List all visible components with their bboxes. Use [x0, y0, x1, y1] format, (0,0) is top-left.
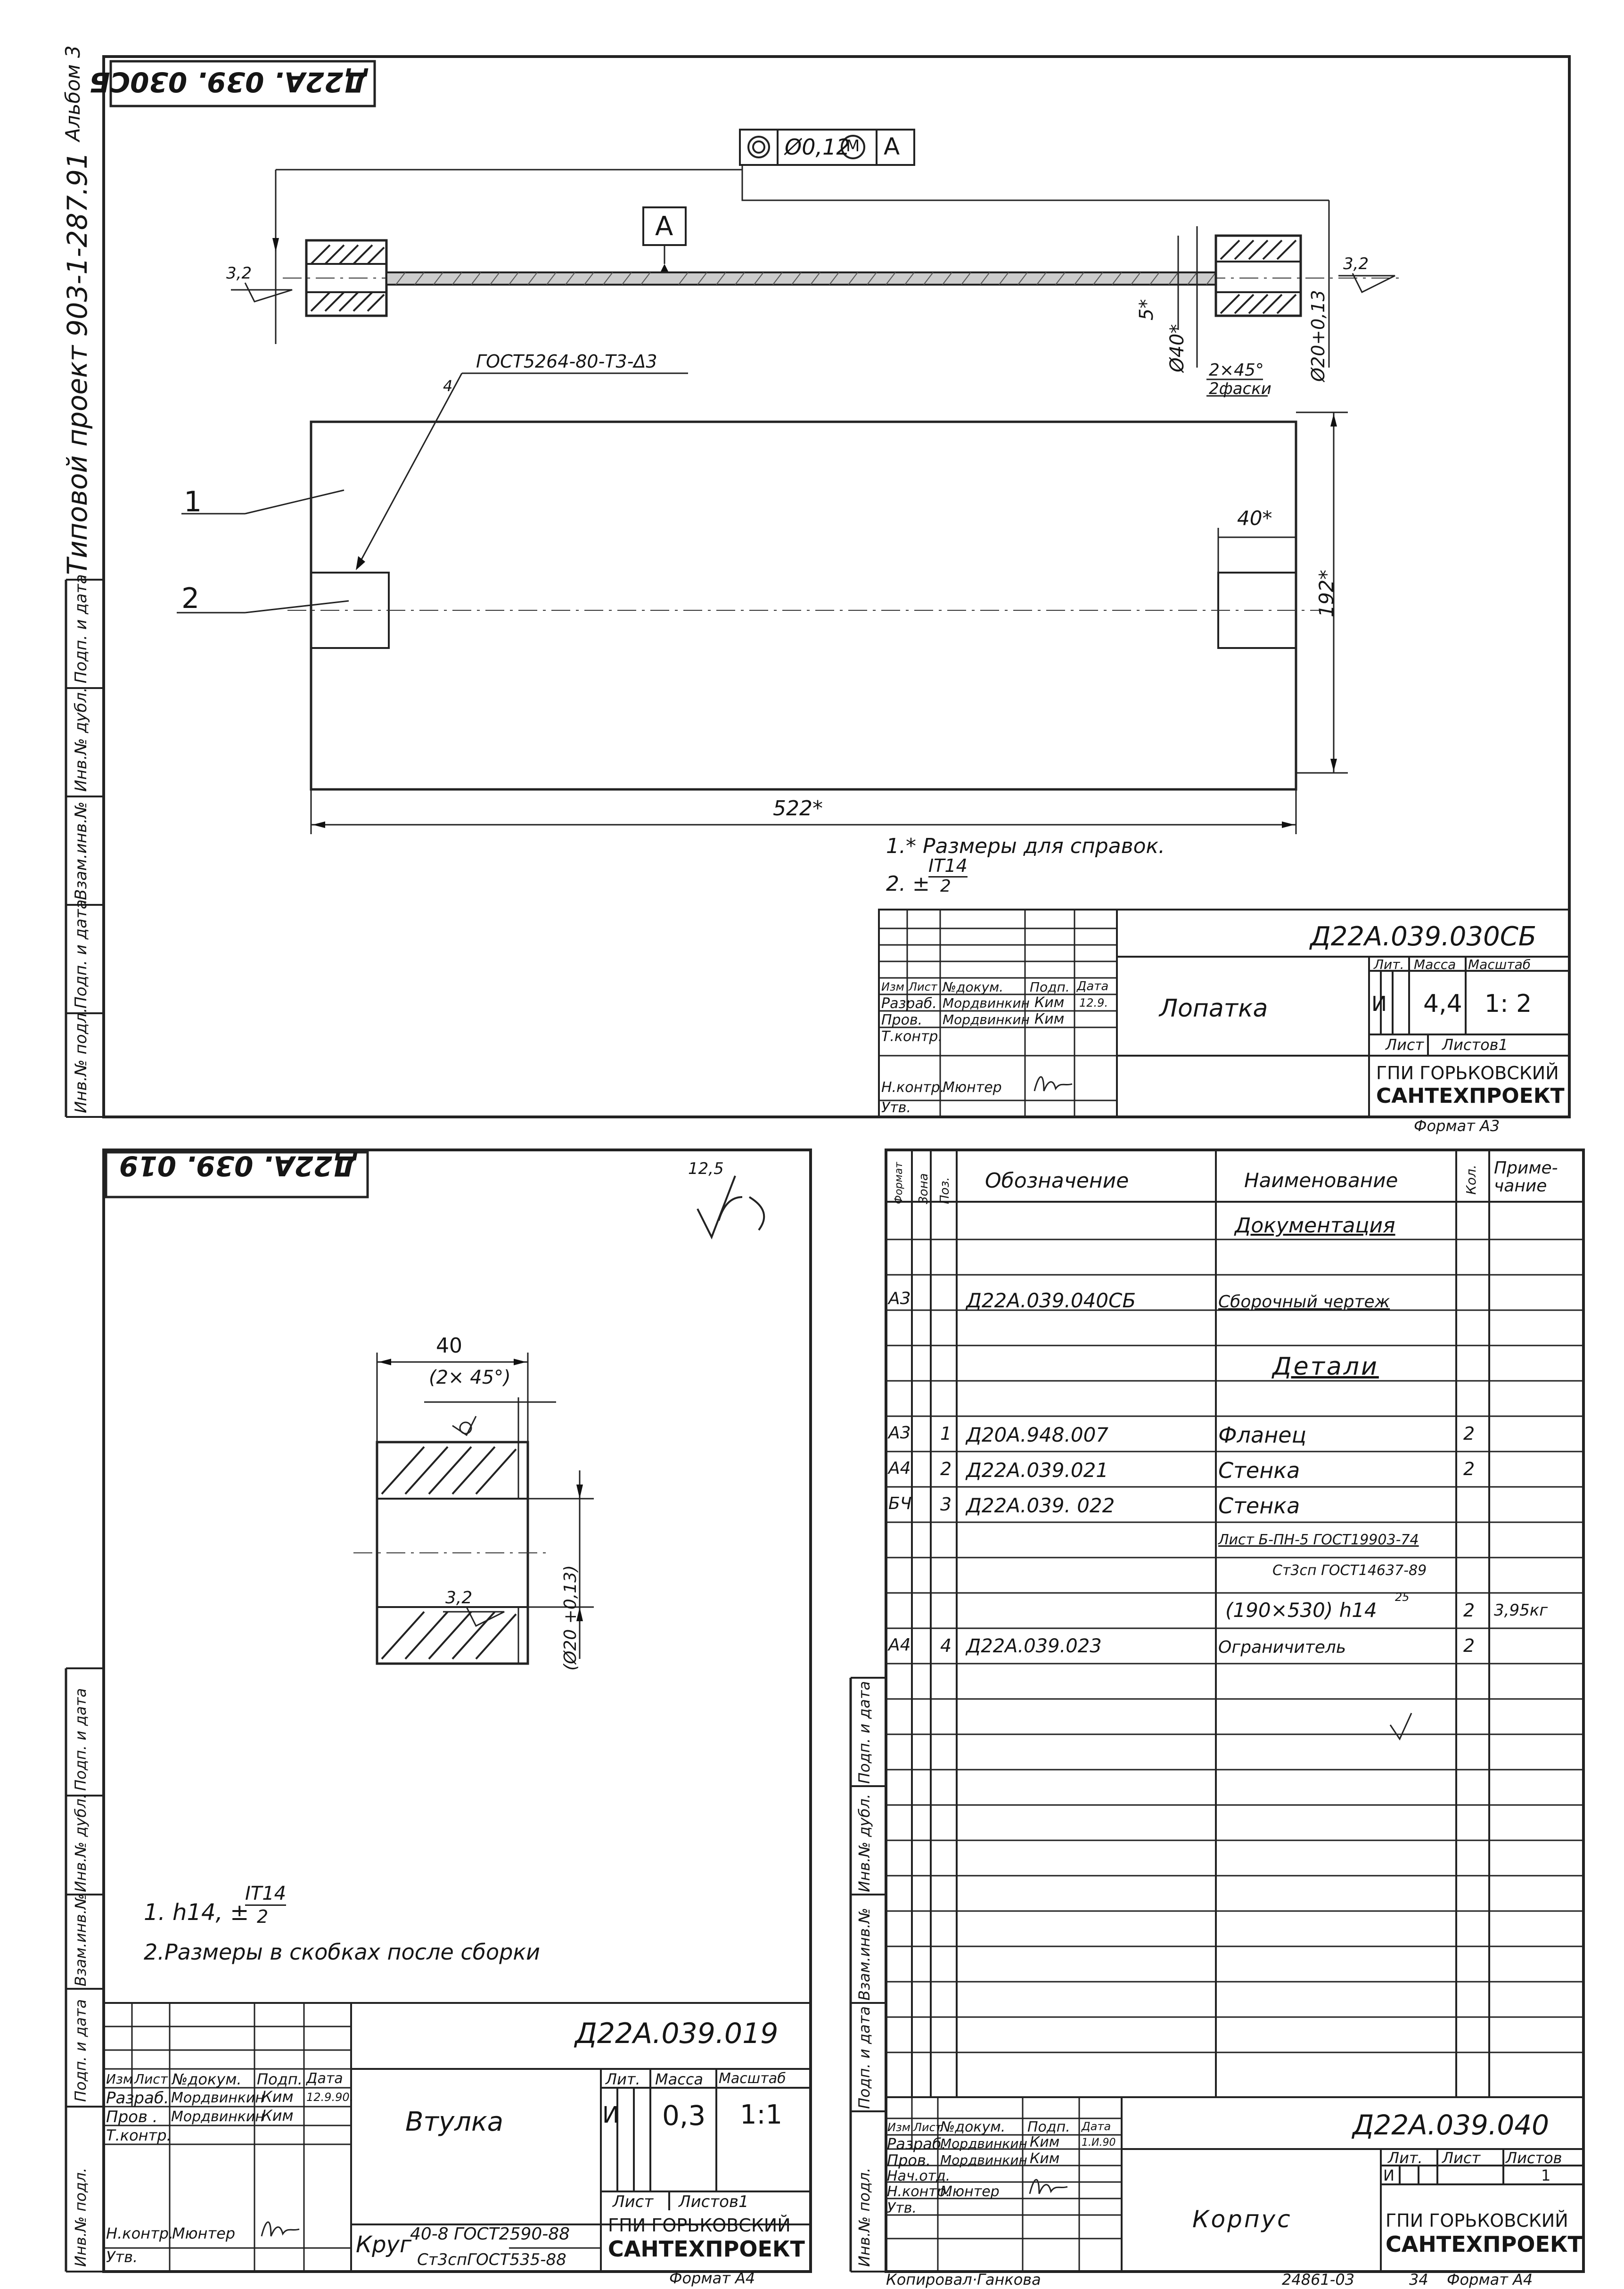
tb-a3-scale-label: Масштаб — [1468, 957, 1531, 972]
tb-a3-h2: Лист — [909, 980, 937, 993]
spec-row-7-name: Ст3сп ГОСТ14637-89 — [1272, 1562, 1427, 1579]
tb-a3-r4-role: Н.контр. — [881, 1079, 945, 1096]
tb-a3-mass-label: Масса — [1414, 957, 1456, 972]
bushing-dim-d20: (Ø20 +0,13) — [561, 1565, 580, 1671]
tb-bush-r1-name: Мордвинкин — [171, 2090, 265, 2106]
tb-a3-mass: 4,4 — [1423, 990, 1462, 1018]
tb-spec-h3: №докум. — [940, 2119, 1006, 2135]
tolerance-modifier: M — [846, 137, 860, 156]
spec-row-3-pos: 1 — [940, 1423, 952, 1444]
tb-spec-signature — [1027, 2173, 1070, 2201]
tb-bush-scale: 1:1 — [740, 2100, 783, 2130]
tb-spec-h2: Лист — [913, 2121, 942, 2134]
chamfer-dim: 2×45° — [1209, 361, 1264, 380]
spec-col-note: Приме- чание — [1494, 1158, 1558, 1196]
footer-format: Формат А4 — [1447, 2271, 1533, 2289]
tb-a3-r1-sign: Ким — [1034, 994, 1065, 1011]
note-2-den: 2 — [940, 877, 951, 896]
tolerance-value: Ø0,12 — [785, 134, 850, 160]
tb-a3-org2: САНТЕХПРОЕКТ — [1376, 1084, 1565, 1108]
tb-bush-material-top: 40-8 ГОСТ2590-88 — [410, 2224, 570, 2244]
tb-spec-org1: ГПИ ГОРЬКОВСКИЙ — [1386, 2210, 1568, 2231]
tb-spec-r1-role: Разраб. — [887, 2135, 946, 2153]
spec-row-4-code: Д22А.039.021 — [966, 1459, 1109, 1482]
tb-bush-format: Формат А4 — [669, 2269, 755, 2287]
spec-row-9-qty: 2 — [1463, 1635, 1475, 1656]
bushing-roughness-bore: 3,2 — [445, 1588, 473, 1608]
tb-a3-h5: Дата — [1077, 979, 1109, 993]
spec-row-8-roughness: 25 — [1395, 1591, 1410, 1604]
spec-row-details-section: Детали — [1272, 1353, 1379, 1381]
tb-bush-h2: Лист — [134, 2071, 168, 2087]
bl-strip-cell-3: Взам.инв.№ — [72, 1894, 90, 1986]
spec-row-4-qty: 2 — [1463, 1459, 1475, 1479]
tb-bush-r1-sign: Ким — [262, 2088, 294, 2106]
spec-row-doc-section: Документация — [1235, 1214, 1395, 1238]
tb-bush-r4-name: Мюнтер — [172, 2224, 236, 2242]
corner-code: Д22А. 039. 030СБ — [89, 66, 368, 98]
tb-a3-sheet-label: Лист — [1386, 1036, 1424, 1054]
tb-bush-r1-role: Разраб. — [106, 2089, 169, 2108]
tb-a3-r2-sign: Ким — [1034, 1011, 1065, 1027]
br-strip-cell-2: Инв.№ дубл. — [855, 1794, 873, 1892]
spec-col-code: Обозначение — [985, 1169, 1129, 1193]
br-strip-cell-5: Инв.№ подл. — [855, 2167, 873, 2267]
tb-spec-h1: Изм — [887, 2121, 910, 2134]
tb-spec-r2-role: Пров. — [887, 2151, 931, 2169]
tb-a3-r4-name: Мюнтер — [943, 1079, 1002, 1096]
bushing-note-1: 1. h14, ± — [144, 1899, 249, 1926]
tb-a3-r1-role: Разраб. — [881, 995, 937, 1012]
note-2: 2. ± — [886, 872, 930, 896]
tb-spec-r1-sign: Ким — [1030, 2134, 1060, 2150]
spec-row-4-pos: 2 — [940, 1459, 952, 1479]
footer-copied-by: Копировал·Ганкова — [886, 2271, 1041, 2289]
tb-a3-name: Лопатка — [1159, 994, 1268, 1023]
spec-col-name: Наименование — [1244, 1169, 1398, 1192]
tb-spec-lit-label: Лит. — [1388, 2149, 1423, 2167]
chamfer-note: 2фаски — [1209, 379, 1271, 398]
spec-row-3-fmt: А3 — [888, 1423, 911, 1443]
album-label: Альбом 3 — [61, 45, 84, 141]
tb-a3-scale: 1: 2 — [1485, 990, 1532, 1018]
bushing-corner-code: Д22А. 039. 019 — [119, 1150, 357, 1182]
weld-note: ГОСТ5264-80-Т3-Δ3 — [476, 351, 657, 372]
tb-spec-r3-role: Нач.отд. — [887, 2168, 951, 2184]
tb-bush-r2-name: Мордвинкин — [171, 2109, 265, 2125]
spec-row-4-name: Стенка — [1218, 1458, 1300, 1483]
strip-cell-3: Взам.инв.№ — [72, 801, 90, 900]
dim-40-star: 40* — [1237, 507, 1272, 530]
tb-bush-r4-role: Н.контр. — [106, 2224, 174, 2242]
spec-row-5-code: Д22А.039. 022 — [966, 1494, 1115, 1517]
spec-row-5-fmt: БЧ — [888, 1494, 912, 1513]
spec-row-3-name: Фланец — [1218, 1422, 1306, 1448]
tb-bush-org2: САНТЕХПРОЕКТ — [608, 2236, 805, 2262]
spec-row-1-code: Д22А.039.040СБ — [966, 1289, 1136, 1312]
strip-cell-5: Инв.№ подл. — [72, 1008, 90, 1113]
tb-a3-r5-role: Утв. — [881, 1099, 911, 1116]
dim-5: 5* — [1136, 299, 1157, 320]
tb-spec-h5: Дата — [1082, 2120, 1111, 2133]
leader-4: 4 — [443, 377, 453, 395]
footer-page: 34 — [1409, 2271, 1428, 2289]
tb-a3-h1: Изм — [881, 980, 904, 993]
spec-row-9-pos: 4 — [940, 1635, 952, 1656]
bushing-dim-chamfer: (2× 45°) — [429, 1367, 511, 1388]
tb-bush-material-bottom: Ст3спГОСТ535-88 — [417, 2250, 566, 2269]
roughness-left: 3,2 — [226, 264, 252, 283]
tb-bush-r2-role: Пров . — [106, 2108, 158, 2126]
br-strip-cell-4: Подп. и дата — [855, 2006, 873, 2109]
tb-bush-sheet-label: Лист — [613, 2192, 654, 2211]
tb-a3-r2-role: Пров. — [881, 1012, 923, 1028]
tb-spec-name: Корпус — [1192, 2206, 1292, 2233]
tb-bush-org1: ГПИ ГОРЬКОВСКИЙ — [608, 2215, 791, 2236]
spec-row-6-name: Лист Б-ПН-5 ГОСТ19903-74 — [1218, 1532, 1419, 1548]
spec-row-8-note: 3,95кг — [1494, 1601, 1548, 1620]
spec-row-9-code: Д22А.039.023 — [966, 1635, 1102, 1657]
tb-bush-r1-date: 12.9.90. — [306, 2091, 353, 2104]
tb-bush-h3: №докум. — [172, 2070, 242, 2088]
tb-spec-r1-name: Мордвинкин — [940, 2136, 1027, 2151]
tb-spec-sheets: 1 — [1541, 2166, 1551, 2184]
tb-bush-signature — [259, 2215, 302, 2243]
spec-row-4-fmt: А4 — [888, 1459, 911, 1478]
roughness-right: 3,2 — [1343, 254, 1369, 273]
tb-spec-sheet-label: Лист — [1442, 2149, 1481, 2167]
tb-spec-h4: Подп. — [1027, 2119, 1070, 2135]
bl-strip-cell-4: Подп. и дата — [72, 1999, 90, 2102]
spec-row-1-fmt: А3 — [888, 1289, 911, 1308]
tb-a3-format: Формат А3 — [1414, 1117, 1500, 1135]
dim-d40: Ø40* — [1166, 324, 1188, 372]
spec-col-zone: Зона — [917, 1173, 931, 1204]
tb-bush-material-prefix: Круг — [356, 2232, 412, 2258]
tb-a3-lit: И — [1371, 992, 1387, 1016]
tb-bush-sheets-label: Листов1 — [679, 2192, 749, 2211]
bl-strip-cell-2: Инв.№ дубл. — [72, 1794, 90, 1892]
spec-row-5-pos: 3 — [940, 1494, 952, 1515]
tb-spec-r4-role: Н.контр. — [887, 2183, 951, 2200]
strip-cell-2: Инв.№ дубл. — [72, 687, 90, 792]
bushing-note-2: 2.Размеры в скобках после сборки — [144, 1939, 541, 1965]
tb-a3-sheets-label: Листов1 — [1442, 1036, 1508, 1054]
spec-row-3-code: Д20А.948.007 — [966, 1423, 1109, 1446]
tb-spec-r4-name: Мюнтер — [940, 2183, 1000, 2200]
tb-bush-name: Втулка — [405, 2107, 504, 2137]
spec-row-5-name: Стенка — [1218, 1493, 1300, 1518]
tb-a3-r3-role: Т.контр. — [881, 1028, 943, 1045]
spec-col-format: Формат — [893, 1162, 905, 1204]
tb-a3-r1-date: 12.9. — [1079, 996, 1108, 1009]
spec-row-8-qty: 2 — [1463, 1600, 1475, 1621]
tb-bush-lit: И — [602, 2102, 619, 2128]
tb-a3-signature — [1032, 1070, 1074, 1098]
tb-bush-mass: 0,3 — [662, 2100, 706, 2132]
strip-cell-4: Подп. и дата — [72, 899, 90, 1009]
tb-a3-r1-name: Мордвинкин — [943, 995, 1030, 1011]
bushing-note-1-num: IT14 — [245, 1883, 286, 1906]
position-1: 1 — [184, 485, 202, 518]
spec-col-pos: Поз. — [938, 1177, 952, 1204]
tb-spec-code: Д22А.039.040 — [1353, 2109, 1550, 2141]
spec-col-qty: Кол. — [1463, 1165, 1479, 1195]
tb-spec-lit: И — [1383, 2166, 1394, 2184]
dim-522-star: 522* — [773, 796, 823, 820]
tb-a3-lit-label: Лит. — [1374, 957, 1404, 972]
tb-bush-lit-label: Лит. — [606, 2070, 640, 2088]
tb-spec-sheets-label: Листов — [1506, 2149, 1562, 2167]
bl-strip-cell-1: Подп. и дата — [72, 1688, 90, 1791]
bushing-dim-40: 40 — [436, 1334, 462, 1358]
tb-spec-r1-date: 1.И.90 — [1082, 2137, 1116, 2149]
bushing-note-1-den: 2 — [257, 1906, 269, 1927]
dim-192-star: 192* — [1315, 569, 1338, 617]
tb-bush-r2-sign: Ким — [262, 2107, 294, 2125]
tb-a3-org1: ГПИ ГОРЬКОВСКИЙ — [1376, 1063, 1559, 1083]
tb-bush-h4: Подп. — [257, 2070, 303, 2088]
tb-a3-code: Д22А.039.030СБ — [1310, 921, 1537, 952]
tolerance-datum: A — [884, 133, 900, 160]
footer-number: 24861-03 — [1282, 2271, 1355, 2289]
tb-bush-h5: Дата — [306, 2070, 343, 2087]
tb-bush-code: Д22А.039.019 — [575, 2017, 779, 2050]
br-strip-cell-1: Подп. и дата — [855, 1681, 873, 1784]
spec-row-3-qty: 2 — [1463, 1423, 1475, 1444]
tb-a3-r2-name: Мордвинкин — [943, 1012, 1030, 1027]
bl-strip-cell-5: Инв.№ подл. — [72, 2167, 90, 2267]
spec-row-8-name: (190×530) h14 — [1225, 1599, 1377, 1622]
spec-row-9-name: Ограничитель — [1218, 1638, 1346, 1657]
strip-cell-1: Подп. и дата — [72, 574, 90, 683]
tb-bush-h1: Изм — [106, 2071, 133, 2087]
spec-row-9-fmt: А4 — [888, 1635, 911, 1655]
br-strip-cell-3: Взам.инв.№ — [855, 1908, 873, 2001]
spec-row-1-name: Сборочный чертеж — [1218, 1292, 1390, 1312]
tb-spec-r2-sign: Ким — [1030, 2150, 1060, 2167]
note-2-num: IT14 — [928, 855, 968, 878]
tb-spec-r2-name: Мордвинкин — [940, 2152, 1027, 2168]
tb-bush-r3-role: Т.контр. — [106, 2126, 172, 2144]
tb-a3-h4: Подп. — [1030, 979, 1070, 995]
bushing-roughness-general: 12,5 — [688, 1159, 724, 1178]
note-1: 1.* Размеры для справок. — [886, 834, 1165, 858]
project-label: Типовой проект 903-1-287.91 — [61, 152, 93, 575]
tb-bush-mass-label: Масса — [655, 2070, 704, 2088]
tb-bush-scale-label: Масштаб — [719, 2070, 786, 2087]
dim-d20: Ø20+0,13 — [1308, 290, 1329, 382]
datum-label: A — [655, 211, 673, 242]
tb-spec-r5-role: Утв. — [887, 2200, 917, 2216]
tb-bush-r5-role: Утв. — [106, 2248, 138, 2266]
tb-a3-h3: №докум. — [943, 979, 1004, 995]
tb-spec-org2: САНТЕХПРОЕКТ — [1386, 2232, 1583, 2257]
position-2: 2 — [181, 582, 200, 615]
